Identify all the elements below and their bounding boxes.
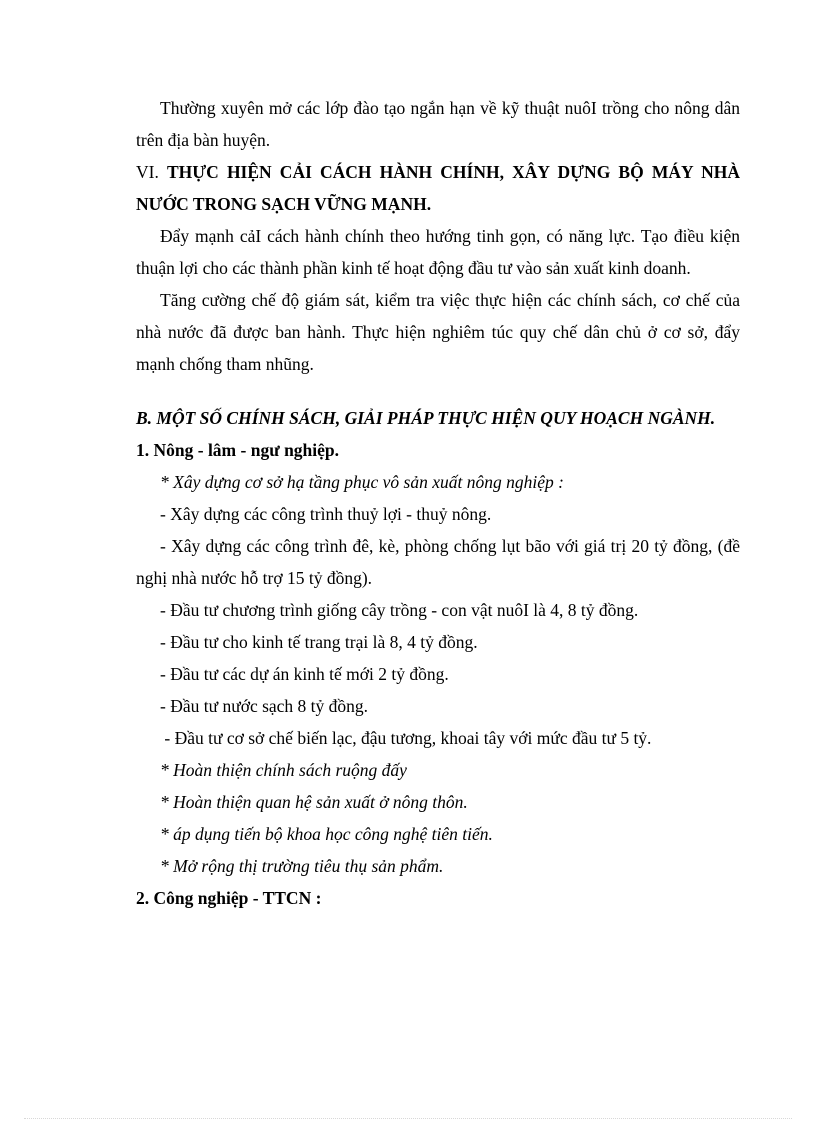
paragraph-training: Thường xuyên mở các lớp đào tạo ngắn hạn về kỹ thuật nuôI trồng cho nông dân trên địa bàn huyện. [136, 98, 740, 150]
list-item: - Xây dựng các công trình thuỷ lợi - thuỷ nông. [160, 504, 492, 524]
infra-item: * Xây dựng cơ sở hạ tầng phục vô sản xuất nông nghiệp : [160, 472, 564, 492]
list-item: - Xây dựng các công trình đê, kè, phòng chống lụt bão với giá trị 20 tỷ đồng, (đề nghị nhà nước hỗ trợ 15 tỷ đồng). [136, 536, 740, 588]
list-item: - Đầu tư cơ sở chế biến lạc, đậu tương, khoai tây với mức đầu tư 5 tỷ. [160, 728, 652, 748]
star-item: * Mở rộng thị trường tiêu thụ sản phẩm. [160, 856, 444, 876]
star-item: * Hoàn thiện quan hệ sản xuất ở nông thôn. [160, 792, 468, 812]
list-item: - Đầu tư nước sạch 8 tỷ đồng. [160, 696, 369, 716]
document-page [136, 92, 740, 914]
list-item: - Đầu tư chương trình giống cây trồng - con vật nuôI là 4, 8 tỷ đồng. [160, 600, 639, 620]
paragraph-admin-reform: Đẩy mạnh cảI cách hành chính theo hướng tinh gọn, có năng lực. Tạo điều kiện thuận lợi cho các thành phần kinh tế hoạt động đầu tư vào sản xuất kinh doanh. [136, 226, 740, 278]
paragraph-supervision: Tăng cường chế độ giám sát, kiểm tra việc thực hiện các chính sách, cơ chế của nhà nước đã được ban hành. Thực hiện nghiêm túc quy chế dân chủ ở cơ sở, đẩy mạnh chống tham nhũng. [136, 290, 740, 374]
subsection-1-heading: 1. Nông - lâm - ngư nghiệp. [136, 440, 340, 460]
section-vi-number: VI. [136, 162, 159, 182]
list-item: - Đầu tư các dự án kinh tế mới 2 tỷ đồng. [160, 664, 449, 684]
page-bottom-rule [24, 1118, 792, 1119]
section-vi-heading [136, 156, 740, 220]
section-vi-title: THỰC HIỆN CẢI CÁCH HÀNH CHÍNH, XÂY DỰNG BỘ MÁY NHÀ NƯỚC TRONG SẠCH VỮNG MẠNH. [136, 162, 740, 214]
section-b-heading: B. MỘT SỐ CHÍNH SÁCH, GIẢI PHÁP THỰC HIỆN QUY HOẠCH NGÀNH. [136, 408, 716, 428]
list-item: - Đầu tư cho kinh tế trang trại là 8, 4 tỷ đồng. [160, 632, 478, 652]
star-item: * Hoàn thiện chính sách ruộng đấy [160, 760, 407, 780]
star-item: * áp dụng tiến bộ khoa học công nghệ tiên tiến. [160, 824, 493, 844]
subsection-2-heading: 2. Công nghiệp - TTCN : [136, 888, 322, 908]
